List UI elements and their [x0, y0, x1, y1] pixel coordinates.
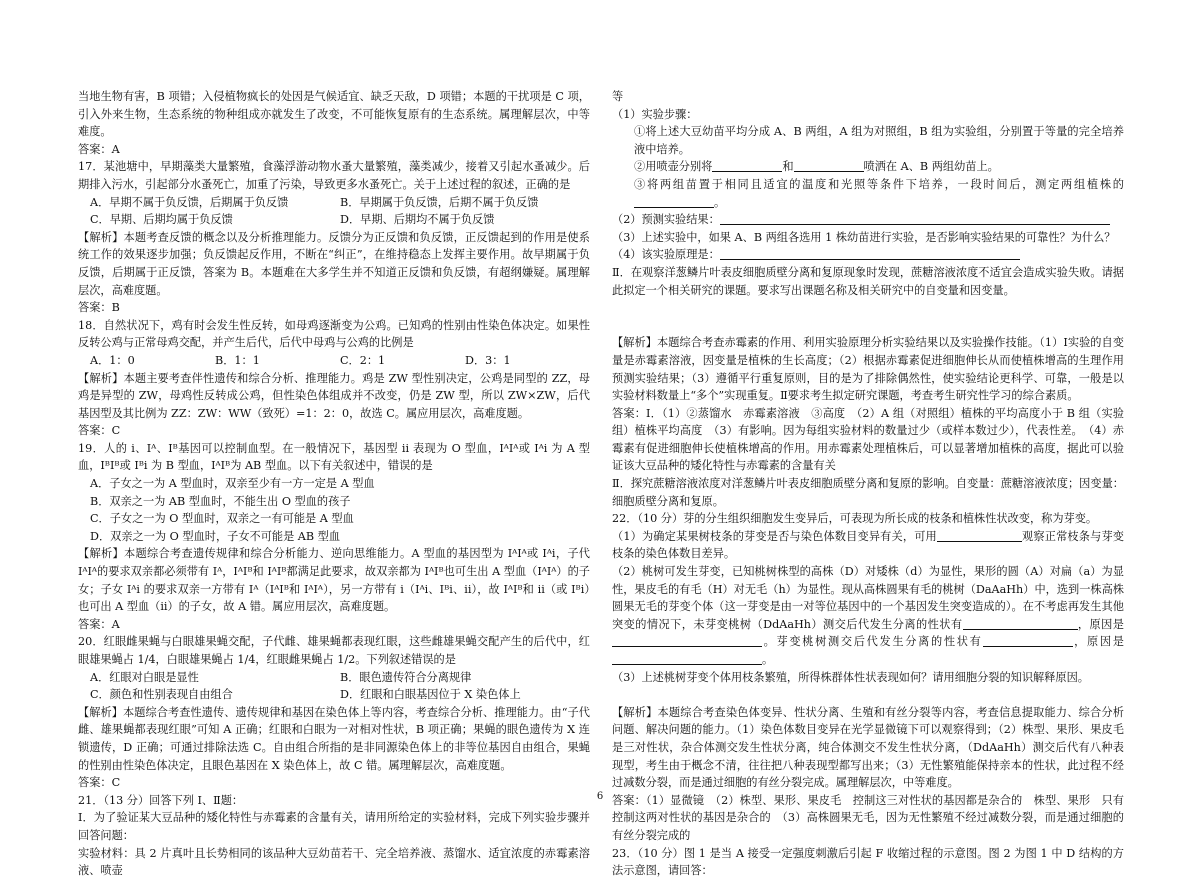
materials: 实验材料：具 2 片真叶且长势相同的该品种大豆幼苗若干、完全培养液、蒸馏水、适宜浓度的赤霉素溶液、喷壶	[78, 846, 590, 878]
options-row	[78, 669, 590, 687]
options-row	[78, 194, 590, 212]
question-part-3: （3）上述实验中，如果 A、B 两组各选用 1 株幼苗进行实验，是否影响实验结果的可靠性？为什么？	[612, 230, 1116, 244]
option-b: B．眼色遗传符合分离规律	[340, 670, 472, 684]
question-21: 21．（13 分）回答下列 Ⅰ、Ⅱ题：	[78, 793, 244, 807]
option-a: A．红眼对白眼是显性	[90, 670, 199, 684]
option-d: D．双亲之一为 O 型血时，子女不可能是 AB 型血	[90, 529, 341, 543]
option-d: D．早期、后期均不属于负反馈	[340, 213, 495, 227]
option-c: C．颜色和性别表现自由组合	[90, 688, 233, 702]
answer: 答案：Ⅰ．（1）②蒸馏水 赤霉素溶液 ③高度 （2）A 组（对照组）植株的平均高度小于 B 组（实验组）植株平均高度 （3）有影响。因为每组实验材料的数量过少（或样本数过少），代表性差。 （4）赤霉素有促进细胞伸长使植株增高的作用。用赤霉素处理植株后，可以显著增加植株的高度，据此可以验证该大豆品种的矮化特性与赤霉素的含量有关	[612, 406, 1124, 473]
question-22: 22．（10 分）芽的分生组织细胞发生变异后，可表现为所长成的枝条和植株性状改变，称为芽变。	[612, 512, 1098, 526]
option-c: C．早期、后期均属于负反馈	[90, 213, 233, 227]
spacer	[612, 317, 1124, 335]
question-21-part-i: Ⅰ．为了验证某大豆品种的矮化特性与赤霉素的含量有关，请用所给定的实验材料，完成下列实验步骤并回答问题：	[78, 811, 590, 842]
step-heading: （1）实验步骤：	[612, 107, 698, 121]
explanation: 【解析】本题综合考查赤霉素的作用、利用实验原理分析实验结果以及实验操作技能。（1）Ⅰ实验的自变量是赤霉素溶液，因变量是植株的生长高度；（2）根据赤霉素促进细胞伸长从而使植株增高的生理作用预测实验结果；（3）遵循平行重复原则，目的是为了排除偶然性，使实验结论更科学、可靠，一般是以实验材料数量上“多个”实现重复。Ⅱ要求考生拟定研究课题，考查考生研究性学习的综合素质。	[612, 336, 1124, 403]
option-a: A．1：0	[90, 353, 135, 367]
step-1: ①将上述大豆幼苗平均分成 A、B 两组，A 组为对照组，B 组为实验组，分别置于等量的完全培养液中培养。	[634, 125, 1124, 156]
option-d: D．红眼和白眼基因位于 X 染色体上	[340, 688, 521, 702]
answer-blank	[634, 195, 714, 208]
paragraph: 等	[612, 90, 624, 103]
question-part-4: （4）该实验原理是：	[612, 246, 1124, 264]
step-3: ③将两组苗置于相同且适宜的温度和光照等条件下培养，一段时间后，测定两组植株的。	[634, 177, 1124, 209]
step-2: ②用喷壶分别将 和 喷洒在 A、B 两组幼苗上。	[634, 160, 999, 174]
answer-blank	[937, 529, 1022, 542]
question-20: 20．红眼雌果蝇与白眼雄果蝇交配，子代雌、雄果蝇都表现红眼，这些雌雄果蝇交配产生的后代中，红眼雄果蝇占 1/4，白眼雄果蝇占 1/4，红眼雌果蝇占 1/2。下列叙述错误的是	[78, 635, 590, 666]
explanation: 【解析】本题综合考查性遗传、遗传规律和基因在染色体上等内容，考查综合分析、推理能力。由“子代雌、雄果蝇都表现红眼”可知 A 正确；红眼和白眼为一对相对性状，B 项正确；果蝇的眼色遗传为 X 连锁遗传，D 正确；可通过排除法选 C。自由组合所指的是非同源染色体上的非等位基因自由组合，果蝇的性别由性染色体决定，且眼色基因在 X 染色体上，故 C 错。属理解层次，高难度题。	[78, 705, 590, 772]
paragraph: 当地生物有害，B 项错；入侵植物疯长的处因是气候适宜、缺乏天敌，D 项错；本题的干扰项是 C 项，引入外来生物，生态系统的物种组成亦就发生了改变，不可能恢复原有的生态系统。属理解层次，中等难度。	[78, 90, 590, 139]
question-23: 23．（10 分）图 1 是当 A 接受一定强度刺激后引起 F 收缩过程的示意图。图 2 为图 1 中 D 结构的方法示意图，请回答：	[612, 846, 1124, 878]
answer-blank	[963, 617, 1078, 630]
spacer	[612, 686, 1124, 704]
question-22-part-2: （2）桃树可发生芽变，已知桃树株型的高株（D）对矮株（d）为显性，果形的圆（A）对扁（a）为显性，果皮毛的有毛（H）对无毛（h）为显性。现从高株圆果有毛的桃树（DaAaHh）中，选到一株高株圆果无毛的芽变个体（这一芽变是由一对等位基因中的一个基因发生突变造成的）。在不考虑再发生其他突变的情况下，未芽变桃树（DdAaHh）测交后代发生分离的性状有 ，原因是。芽变桃树测交后代发生分离的性状有 ，原因是。	[612, 565, 1124, 666]
answer-blank	[612, 652, 762, 665]
answer: 答案：C	[78, 424, 121, 438]
question-18: 18．自然状况下，鸡有时会发生性反转，如母鸡逐渐变为公鸡。已知鸡的性别由性染色体决定。如果性反转公鸡与正常母鸡交配，并产生后代，后代中母鸡与公鸡的比例是	[78, 318, 590, 350]
explanation: 【解析】本题综合考查染色体变异、性状分离、生殖和有丝分裂等内容，考查信息提取能力、综合分析问题、解决问题的能力。（1）染色体数目变异在光学显微镜下可以观察得到；（2）株型、果形、果皮毛是三对性状，杂合体测交发生性状分离，纯合体测交不发生性状分离，（DdAaHh）测交后代有八种表现型，考生由于概念不清，往往把八种表现型都写出来；（3）无性繁殖能保持亲本的性状，此过程不经过减数分裂，而是通过细胞的有丝分裂完成。属理解层次，中等难度。	[612, 705, 1124, 790]
answer: 答案：C	[78, 776, 121, 790]
options-row	[78, 211, 590, 229]
question-21-part-ii: Ⅱ．在观察洋葱鳞片叶表皮细胞质壁分离和复原现象时发现，蔗糖溶液浓度不适宜会造成实验失败。请据此拟定一个相关研究的课题。要求写出课题名称及相关研究中的自变量和因变量。	[612, 265, 1124, 297]
option-b: B．双亲之一为 AB 型血时，不能生出 O 型血的孩子	[90, 494, 351, 508]
options-row	[78, 352, 590, 370]
question-22-part-3: （3）上述桃树芽变个体用枝条繁殖，所得株群体性状表现如何？请用细胞分裂的知识解释原因。	[612, 670, 1089, 684]
answer: 答案：（1）显微镜 （2）株型、果形、果皮毛 控制这三对性状的基因都是杂合的 株型、果形 只有控制这两对性状的基因是杂合的 （3）高株圆果无毛，因为无性繁殖不经过减数分裂，而是通过细胞的有丝分裂完成的	[612, 793, 1124, 842]
option-a: A．子女之一为 A 型血时，双亲至少有一方一定是 A 型血	[90, 477, 375, 491]
option-b: B．1：1	[215, 353, 260, 367]
explanation: 【解析】本题综合考查遗传规律和综合分析能力、逆向思维能力。A 型血的基因型为 IᴬIᴬ或 Iᴬi，子代 IᴬIᴬ的要求双亲都必须带有 Iᴬ，IᴬIᴮ和 IᴬIᴮ都满足此要求，故双亲都为 IᴬIᴮ也可生出 A 型血（IᴬIᴬ）的子女；子女 Iᴬi 的要求双亲一方带有 Iᴬ（IᴬIᴮ和 IᴬIᴬ），另一方带有 i（Iᴬi、Iᴮi、ii），故 IᴬIᴮ和 ii（或 Iᴮi）也可出 A 型血（ii）的子女，故 A 错。属应用层次，高难度题。	[78, 547, 590, 614]
answer-blank	[794, 159, 864, 172]
answer-blank	[612, 634, 762, 647]
options-row	[78, 686, 590, 704]
answer-part-ii: Ⅱ．探究蔗糖溶液浓度对洋葱鳞片叶表皮细胞质壁分离和复原的影响。自变量：蔗糖溶液浓度；因变量：细胞质壁分离和复原。	[612, 477, 1124, 508]
answer-blank	[720, 247, 1020, 260]
explanation: 【解析】本题主要考查伴性遗传和综合分析、推理能力。鸡是 ZW 型性别决定，公鸡是同型的 ZZ，母鸡是异型的 ZW，母鸡性反转成公鸡，但性染色体组成并不改变，仍是 ZW 型，所以 ZW×ZW，后代基因型及其比例为 ZZ：ZW：WW（致死）=1：2：0，故选 C。属应用层次，高难度题。	[78, 371, 590, 420]
answer: 答案：A	[78, 142, 120, 156]
option-c: C．2：1	[340, 353, 386, 367]
right-column	[612, 88, 1124, 880]
option-b: B．早期属于负反馈，后期不属于负反馈	[340, 195, 539, 209]
answer-blank	[712, 159, 782, 172]
spacer	[612, 299, 1124, 317]
question-19: 19．人的 i、Iᴬ、Iᴮ基因可以控制血型。在一般情况下，基因型 ii 表现为 O 型血，IᴬIᴬ或 Iᴬi 为 A 型血，IᴮIᴮ或 Iᴮi 为 B 型血，IᴬIᴮ为 AB 型血。以下有关叙述中，错误的是	[78, 441, 590, 473]
question-part-2: （2）预测实验结果：	[612, 211, 1124, 229]
option-a: A．早期不属于负反馈，后期属于负反馈	[90, 195, 289, 209]
option-d: D．3：1	[465, 353, 511, 367]
question-22-part-1: （1）为确定某果树枝条的芽变是否与染色体数目变异有关，可用 观察正常枝条与芽变枝条的染色体数目差异。	[612, 529, 1124, 561]
answer-blank	[720, 212, 1110, 225]
left-column	[78, 88, 590, 880]
answer: 答案：A	[78, 617, 120, 631]
option-c: C．子女之一为 O 型血时，双亲之一有可能是 A 型血	[90, 512, 354, 526]
answer-blank	[983, 634, 1073, 647]
answer: 答案：B	[78, 301, 120, 315]
question-17: 17．某池塘中，早期藻类大量繁殖，食藻浮游动物水蚤大量繁殖，藻类减少，接着又引起水蚤减少。后期排入污水，引起部分水蚤死亡，加重了污染，导致更多水蚤死亡。关于上述过程的叙述，正确的是	[78, 160, 590, 191]
page-number: 6	[596, 791, 604, 802]
explanation: 【解析】本题考查反馈的概念以及分析推理能力。反馈分为正反馈和负反馈，正反馈起到的作用是使系统工作的效果逐步加强；负反馈起反作用，不断在“纠正”，在维持稳态上发挥主要作用。故早期属于负反馈，后期属于正反馈，答案为 B。本题难在大多学生并不知道正反馈和负反馈，有超纲嫌疑。属理解层次，高难度题。	[78, 230, 590, 297]
